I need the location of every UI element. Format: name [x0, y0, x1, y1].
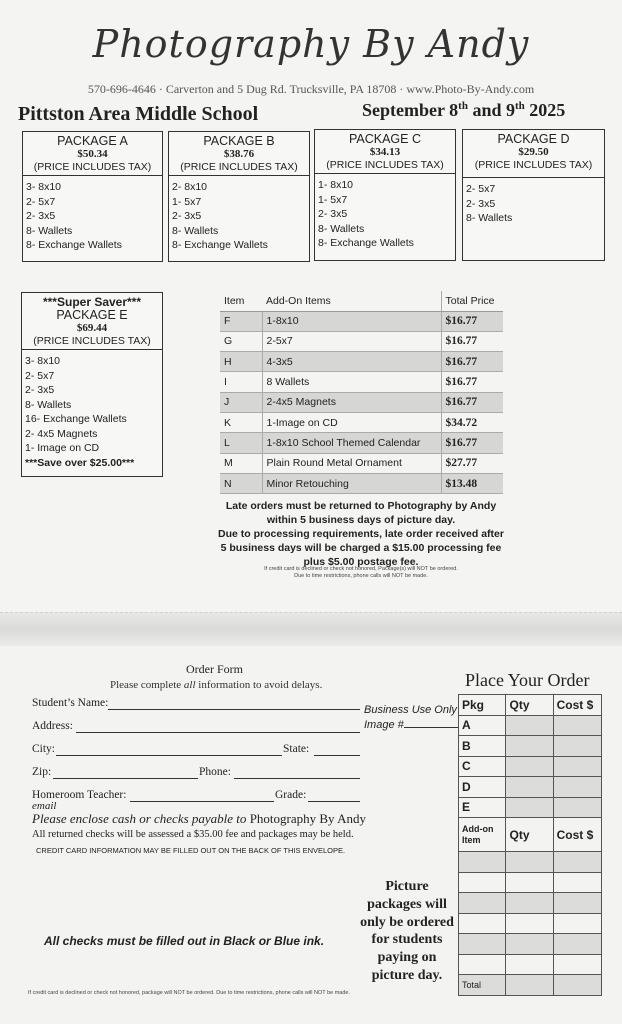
addon-item-cell[interactable] [459, 872, 506, 893]
addon-desc: 1-Image on CD [262, 412, 441, 432]
addon-price: $16.77 [441, 352, 503, 372]
homeroom-field[interactable] [130, 801, 274, 802]
package-item: 8- Wallets [26, 224, 73, 237]
student-name-field[interactable] [108, 709, 360, 710]
qty-cell[interactable] [506, 954, 553, 975]
addon-desc: Plain Round Metal Ornament [262, 453, 441, 473]
qty-cell[interactable] [506, 797, 553, 818]
late-notice-line: Due to processing requirements, late order received after [218, 528, 504, 540]
table-row [220, 433, 503, 453]
package-item: 1- 8x10 [318, 179, 354, 191]
package-item: 1- Image on CD [25, 442, 100, 454]
super-saver-label: ***Super Saver*** [42, 295, 142, 309]
picture-date: September 8th and 9th 2025 [362, 100, 566, 120]
address-field[interactable] [76, 732, 360, 733]
cost-cell[interactable] [553, 893, 601, 914]
table-row [220, 473, 503, 493]
package-tax: (PRICE INCLUDES TAX) [33, 161, 152, 173]
addon-desc: 2-5x7 [262, 331, 441, 351]
addon-item-cell[interactable] [459, 852, 506, 873]
table-row [220, 453, 503, 473]
returned-check-note: All returned checks will be assessed a $35.00 fee and packages may be held. [32, 829, 354, 840]
package-item: 2- 4x5 Magnets [25, 427, 98, 440]
student-name-label: Student’s Name: [32, 697, 109, 709]
late-order-notice [200, 499, 522, 569]
package-tax: (PRICE INCLUDES TAX) [33, 335, 151, 347]
cost-cell[interactable] [553, 913, 601, 934]
table-row [220, 352, 503, 372]
addon-item-cell[interactable] [459, 893, 506, 914]
package-price: $50.34 [77, 148, 108, 160]
company-logo: Photography By Andy [92, 22, 530, 66]
package-item: 8- Wallets [466, 212, 513, 224]
cost-cell[interactable] [553, 872, 601, 893]
addon-item-cell[interactable] [459, 913, 506, 934]
addon-desc: 4-3x5 [262, 352, 441, 372]
qty-cell[interactable] [506, 913, 553, 934]
package-b-box [168, 131, 310, 262]
zip-label: Zip: [32, 766, 52, 778]
qty-cell[interactable] [506, 736, 553, 757]
package-item: 8- Exchange Wallets [172, 239, 268, 251]
homeroom-label: Homeroom Teacher: [32, 789, 127, 801]
phone-field[interactable] [234, 778, 360, 779]
city-field[interactable] [56, 755, 282, 756]
package-item: 2- 3x5 [172, 210, 202, 222]
addon-price: $16.77 [441, 331, 503, 351]
credit-card-note: CREDIT CARD INFORMATION MAY BE FILLED OUT ON THE BACK OF THIS ENVELOPE. [36, 846, 346, 855]
package-item: 8- Wallets [25, 398, 72, 411]
table-row [220, 412, 503, 432]
package-price: $38.76 [223, 148, 255, 160]
grade-label: Grade: [275, 789, 307, 801]
addon-price: $13.48 [441, 473, 503, 493]
addon-item-code: G [220, 331, 262, 351]
pkg-label: D [459, 777, 506, 798]
addon-item-code: M [220, 453, 262, 473]
package-item: 3- 8x10 [25, 355, 61, 367]
package-price: $29.50 [518, 146, 549, 158]
package-item: 2- 3x5 [318, 208, 348, 220]
package-c-box [314, 129, 456, 261]
email-label: email [32, 800, 57, 812]
package-d-items-box [462, 177, 605, 261]
package-price: $69.44 [76, 322, 108, 334]
package-item: 2- 3x5 [466, 197, 496, 210]
addon-desc: 1-8x10 [262, 311, 441, 331]
total-cost-cell[interactable] [553, 975, 601, 996]
addon-desc: 1-8x10 School Themed Calendar [262, 433, 441, 453]
cost-cell[interactable] [553, 954, 601, 975]
addon-price: $16.77 [441, 372, 503, 392]
package-name: PACKAGE C [348, 132, 421, 146]
pkg-label: C [459, 756, 506, 777]
qty-cell[interactable] [506, 934, 553, 955]
addon-desc: 2-4x5 Magnets [262, 392, 441, 412]
package-item: 1- 5x7 [318, 193, 348, 206]
qty-cell[interactable] [506, 715, 553, 736]
cost-cell[interactable] [553, 756, 601, 777]
cost-cell[interactable] [553, 934, 601, 955]
table-row [459, 934, 602, 955]
addon-item-header: Add-on Item [459, 818, 506, 852]
table-row [459, 736, 602, 757]
addon-item-code: F [220, 311, 262, 331]
order-header-row [459, 695, 602, 716]
table-row [459, 893, 602, 914]
addon-price: $16.77 [441, 392, 503, 412]
pkg-label: B [459, 736, 506, 757]
table-row [220, 311, 503, 331]
total-label: Total [459, 975, 506, 996]
cost-cell[interactable] [553, 777, 601, 798]
fine-print-bottom: If credit card is declined or check not honored, package will NOT be ordered. Due to time restrictions, phone calls will NOT be made. [28, 990, 351, 996]
qty-cell[interactable] [506, 756, 553, 777]
addon-price: $16.77 [441, 311, 503, 331]
pkg-label: E [459, 797, 506, 818]
qty-cell[interactable] [506, 872, 553, 893]
qty-cell[interactable] [506, 852, 553, 873]
addon-item-code: H [220, 352, 262, 372]
addon-item-code: L [220, 433, 262, 453]
city-label: City: [32, 743, 56, 755]
late-notice-line: 5 business days will be charged a $15.00 processing fee [220, 542, 502, 554]
qty-cell[interactable] [506, 777, 553, 798]
addon-item-cell[interactable] [459, 934, 506, 955]
package-item: 16- Exchange Wallets [25, 413, 127, 425]
table-row [459, 954, 602, 975]
late-notice-line: within 5 business days of picture day. [266, 514, 456, 526]
ink-instructions: All checks must be filled out in Black or Blue ink. [44, 934, 325, 948]
addon-item-code: I [220, 372, 262, 392]
addon-item-code: N [220, 473, 262, 493]
addon-header-price: Total Price [441, 291, 503, 311]
package-e-box [21, 292, 163, 477]
late-notice-line: plus $5.00 postage fee. [303, 556, 419, 568]
table-row [220, 392, 503, 412]
cost-header: Cost $ [553, 695, 601, 716]
fine-print-line: Due to time restrictions, phone calls will NOT be made. [294, 573, 428, 579]
addon-item-code: K [220, 412, 262, 432]
grade-field[interactable] [308, 801, 360, 802]
address-label: Address: [32, 720, 73, 732]
fold-line [0, 612, 622, 646]
table-row [459, 872, 602, 893]
addon-price: $34.72 [441, 412, 503, 432]
package-item: 8- Exchange Wallets [26, 239, 122, 251]
payment-instructions: Please enclose cash or checks payable to Photography By Andy [32, 811, 366, 826]
addon-desc: Minor Retouching [262, 473, 441, 493]
order-form-title: Order Form [186, 662, 243, 676]
total-qty-cell[interactable] [506, 975, 553, 996]
package-item: 8- Exchange Wallets [318, 237, 414, 249]
zip-field[interactable] [53, 778, 198, 779]
addon-item-code: J [220, 392, 262, 412]
qty-cell[interactable] [506, 893, 553, 914]
addon-table [220, 291, 503, 494]
package-item: 1- 5x7 [172, 195, 202, 208]
business-use-label [364, 703, 464, 733]
table-row [459, 913, 602, 934]
savings-note: ***Save over $25.00*** [25, 456, 135, 469]
cost-cell[interactable] [553, 736, 601, 757]
package-tax: (PRICE INCLUDES TAX) [474, 159, 593, 171]
fine-print-top [200, 566, 522, 580]
addon-price: $16.77 [441, 433, 503, 453]
order-table [458, 694, 602, 996]
package-tax: (PRICE INCLUDES TAX) [326, 159, 444, 171]
package-name: PACKAGE A [57, 134, 128, 148]
table-row [459, 852, 602, 873]
state-label: State: [283, 743, 310, 755]
cost-cell[interactable] [553, 715, 601, 736]
package-tax: (PRICE INCLUDES TAX) [180, 161, 298, 173]
image-number: Image # [364, 718, 464, 733]
picture-day-note: Picture packages will only be ordered for students paying on picture day. [360, 879, 454, 983]
package-item: 3- 8x10 [26, 181, 62, 193]
table-row [220, 372, 503, 392]
package-item: 2- 3x5 [25, 384, 55, 396]
package-item: 2- 5x7 [26, 195, 56, 208]
order-form-subtitle: Please complete all information to avoid delays. [110, 679, 323, 691]
business-use-text: Business Use Only [364, 704, 457, 716]
school-name: Pittston Area Middle School [18, 103, 259, 125]
late-notice-line: Late orders must be returned to Photography by Andy [225, 500, 497, 512]
state-field[interactable] [314, 755, 360, 756]
qty-header: Qty [506, 695, 553, 716]
addon-price: $27.77 [441, 453, 503, 473]
table-row [220, 331, 503, 351]
pkg-header: Pkg [459, 695, 506, 716]
package-name: PACKAGE B [203, 134, 275, 148]
pkg-label: A [459, 715, 506, 736]
package-price: $34.13 [369, 146, 401, 158]
addon-qty-header: Qty [506, 818, 553, 852]
package-item: 2- 5x7 [25, 369, 55, 382]
cost-cell[interactable] [553, 852, 601, 873]
package-item: 8- Wallets [318, 222, 365, 235]
fine-print-line: If credit card is declined or check not honored, Package(s) will NOT be ordered. [264, 566, 458, 572]
place-order-title: Place Your Order [465, 670, 590, 690]
package-item: 8- Wallets [172, 224, 219, 237]
addon-item-cell[interactable] [459, 954, 506, 975]
table-row [459, 777, 602, 798]
addon-header-item: Item [220, 291, 262, 311]
package-a-box [22, 131, 163, 262]
package-item: 2- 5x7 [466, 183, 496, 195]
addon-header-row [220, 291, 503, 311]
phone-label: Phone: [199, 766, 231, 778]
package-item: 2- 8x10 [172, 181, 208, 193]
total-row [459, 975, 602, 996]
table-row [459, 715, 602, 736]
contact-line: 570-696-4646 · Carverton and 5 Dug Rd. Trucksville, PA 18708 · www.Photo-By-Andy.com [87, 82, 535, 96]
addon-cost-header: Cost $ [553, 818, 601, 852]
table-row [459, 797, 602, 818]
package-name: PACKAGE D [497, 132, 570, 146]
addon-order-header [459, 818, 602, 852]
table-row [459, 756, 602, 777]
package-name: PACKAGE E [56, 308, 128, 322]
addon-header-desc: Add-On Items [262, 291, 441, 311]
package-item: 2- 3x5 [26, 210, 56, 222]
addon-desc: 8 Wallets [262, 372, 441, 392]
cost-cell[interactable] [553, 797, 601, 818]
